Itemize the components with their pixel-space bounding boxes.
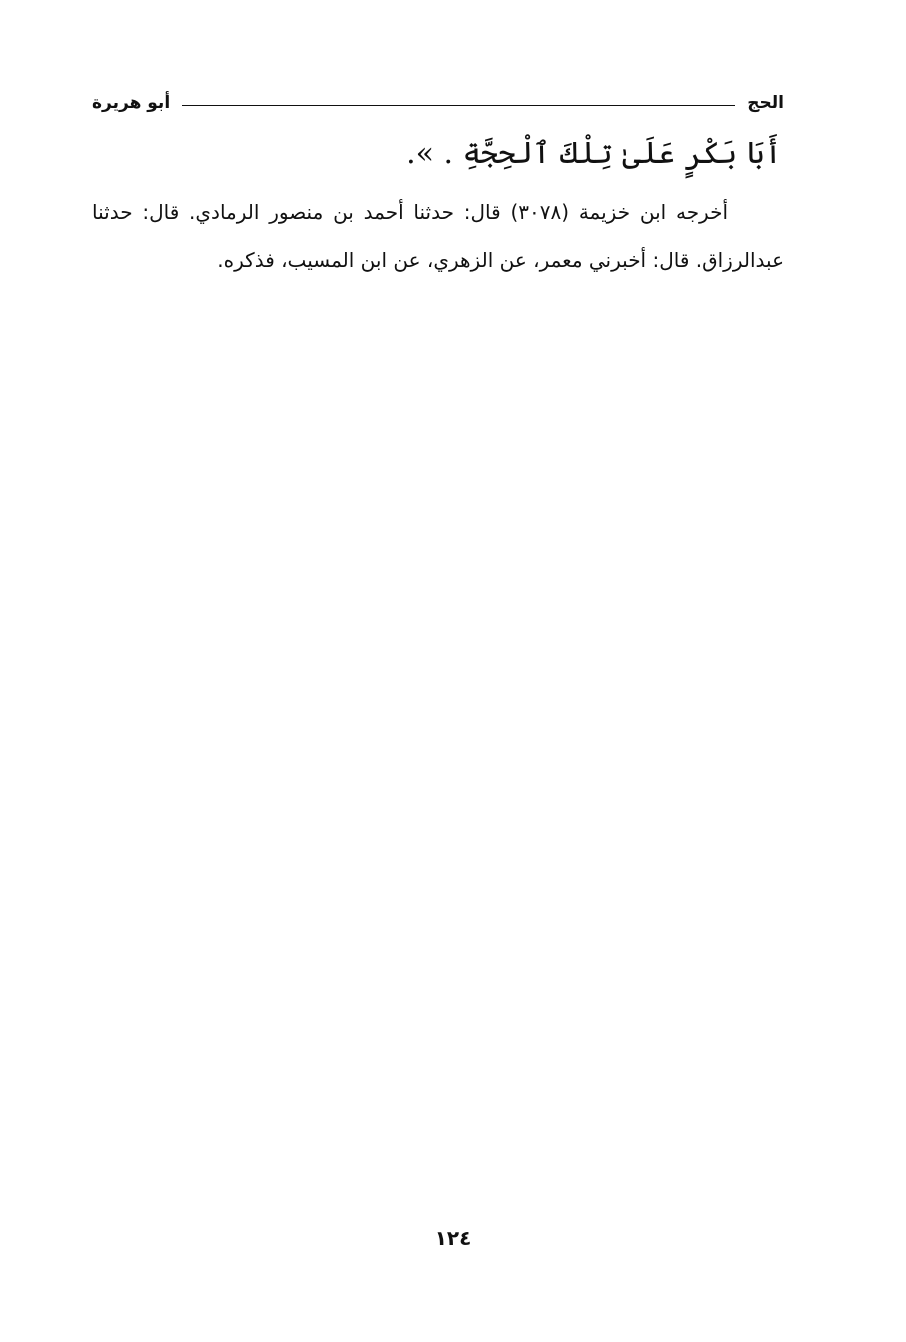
running-header bbox=[92, 88, 784, 118]
takhrij-paragraph: أخرجه ابن خزيمة (٣٠٧٨) قال: حدثنا أحمد بن منصور الرمادي. قال: حدثنا عبدالرزاق. قال: أخبرني معمر، عن الزهري، عن ابن المسيب، فذكره. bbox=[92, 200, 784, 272]
narrator-title: أبو هريرة bbox=[92, 93, 171, 113]
hadith-quote-ending: أَبَا بَكْرٍ عَلَىٰ تِلْكَ ٱلْحِجَّةِ . ». bbox=[406, 136, 782, 171]
chapter-title: الحج bbox=[747, 93, 784, 113]
page-number: ١٢٤ bbox=[434, 1226, 472, 1250]
header-rule bbox=[182, 105, 735, 106]
takhrij-paragraph-block bbox=[92, 188, 784, 284]
